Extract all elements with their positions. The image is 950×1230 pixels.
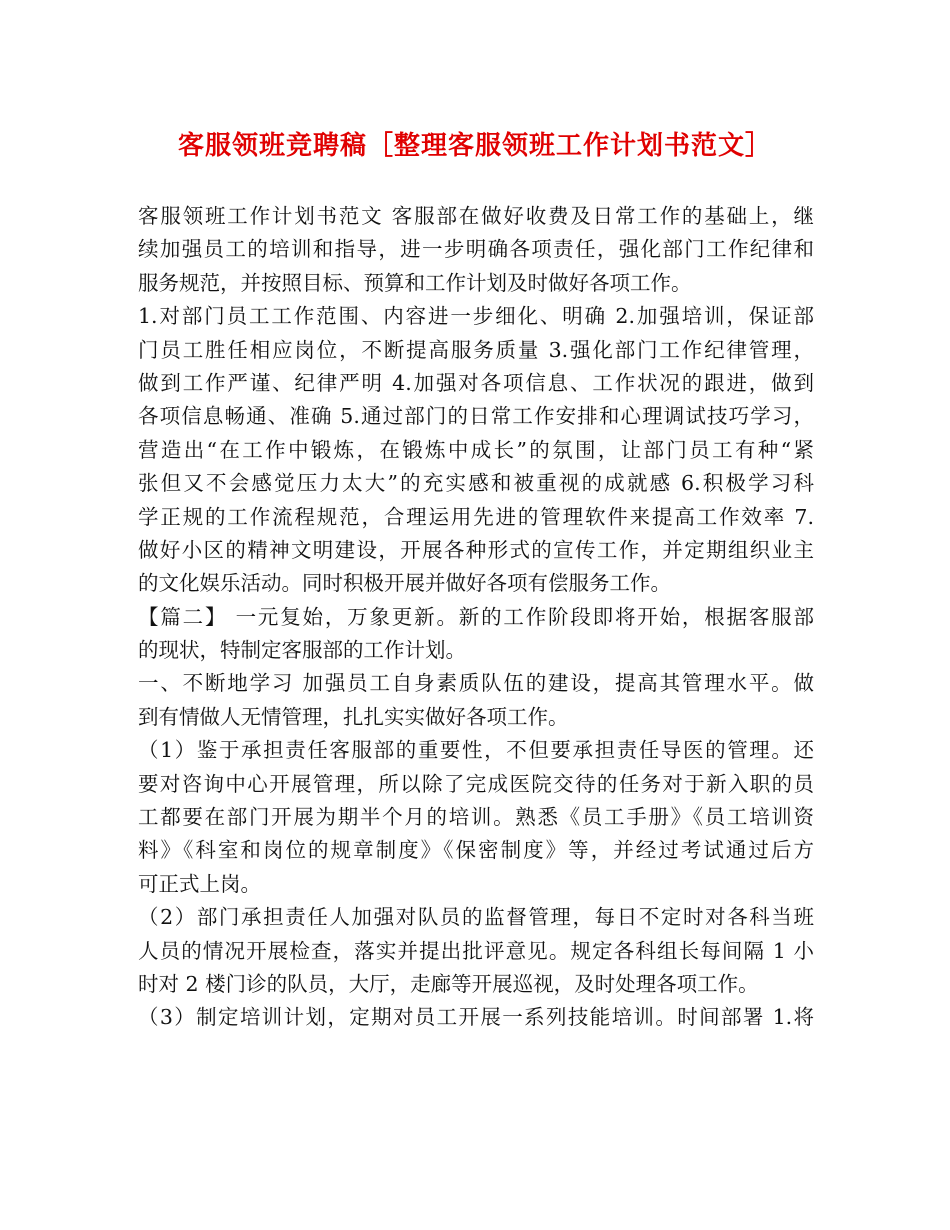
paragraph-line: 料》《科室和岗位的规章制度》《保密制度》等，并经过考试通过后方 — [138, 838, 814, 863]
paragraph-line: 人员的情况开展检查，落实并提出批评意见。规定各科组长每间隔 1 小 — [138, 938, 814, 963]
paragraph-line: 续加强员工的培训和指导，进一步明确各项责任，强化部门工作纪律和 — [138, 237, 814, 262]
paragraph-line: 学正规的工作流程规范，合理运用先进的管理软件来提高工作效率 7. — [138, 504, 814, 529]
paragraph-line: （2）部门承担责任人加强对队员的监督管理，每日不定时对各科当班 — [138, 905, 814, 930]
paragraph-line: 张但又不会感觉压力太大”的充实感和被重视的成就感 6.积极学习科 — [138, 471, 814, 496]
paragraph-line: 的现状，特制定客服部的工作计划。 — [138, 638, 466, 663]
paragraph-line: 一、不断地学习 加强员工自身素质队伍的建设，提高其管理水平。做 — [138, 671, 814, 696]
document-body — [138, 200, 814, 1035]
paragraph-line: 时对 2 楼门诊的队员，大厅，走廊等开展巡视，及时处理各项工作。 — [138, 971, 759, 996]
paragraph-line: 工都要在部门开展为期半个月的培训。熟悉《员工手册》《员工培训资 — [138, 805, 814, 830]
paragraph-line: （1）鉴于承担责任客服部的重要性，不但要承担责任导医的管理。还 — [138, 738, 814, 763]
paragraph-line: 做好小区的精神文明建设，开展各种形式的宣传工作，并定期组织业主 — [138, 537, 814, 562]
paragraph-line: （3）制定培训计划，定期对员工开展一系列技能培训。时间部署 1.将 — [138, 1005, 814, 1030]
paragraph-line: 各项信息畅通、准确 5.通过部门的日常工作安排和心理调试技巧学习， — [138, 404, 814, 429]
paragraph-line: 营造出“在工作中锻炼，在锻炼中成长”的氛围，让部门员工有种“紧 — [138, 437, 814, 462]
document-title: 客服领班竞聘稿［整理客服领班工作计划书范文］ — [177, 131, 772, 161]
paragraph-line: 服务规范，并按照目标、预算和工作计划及时做好各项工作。 — [138, 270, 692, 295]
paragraph-line: 客服领班工作计划书范文 客服部在做好收费及日常工作的基础上，继 — [138, 204, 814, 228]
paragraph-line: 要对咨询中心开展管理，所以除了完成医院交待的任务对于新入职的员 — [138, 771, 814, 796]
paragraph-line: 可正式上岗。 — [138, 871, 261, 896]
paragraph-line: 做到工作严谨、纪律严明 4.加强对各项信息、工作状况的跟进，做到 — [138, 370, 814, 395]
paragraph-line: 的文化娱乐活动。同时积极开展并做好各项有偿服务工作。 — [138, 571, 671, 596]
paragraph-line: 【篇二】 一元复始，万象更新。新的工作阶段即将开始，根据客服部 — [138, 604, 814, 629]
paragraph-line: 到有情做人无情管理，扎扎实实做好各项工作。 — [138, 704, 569, 729]
paragraph-line: 1.对部门员工工作范围、内容进一步细化、明确 2.加强培训，保证部 — [138, 304, 814, 329]
paragraph-line: 门员工胜任相应岗位，不断提高服务质量 3.强化部门工作纪律管理， — [138, 337, 814, 362]
